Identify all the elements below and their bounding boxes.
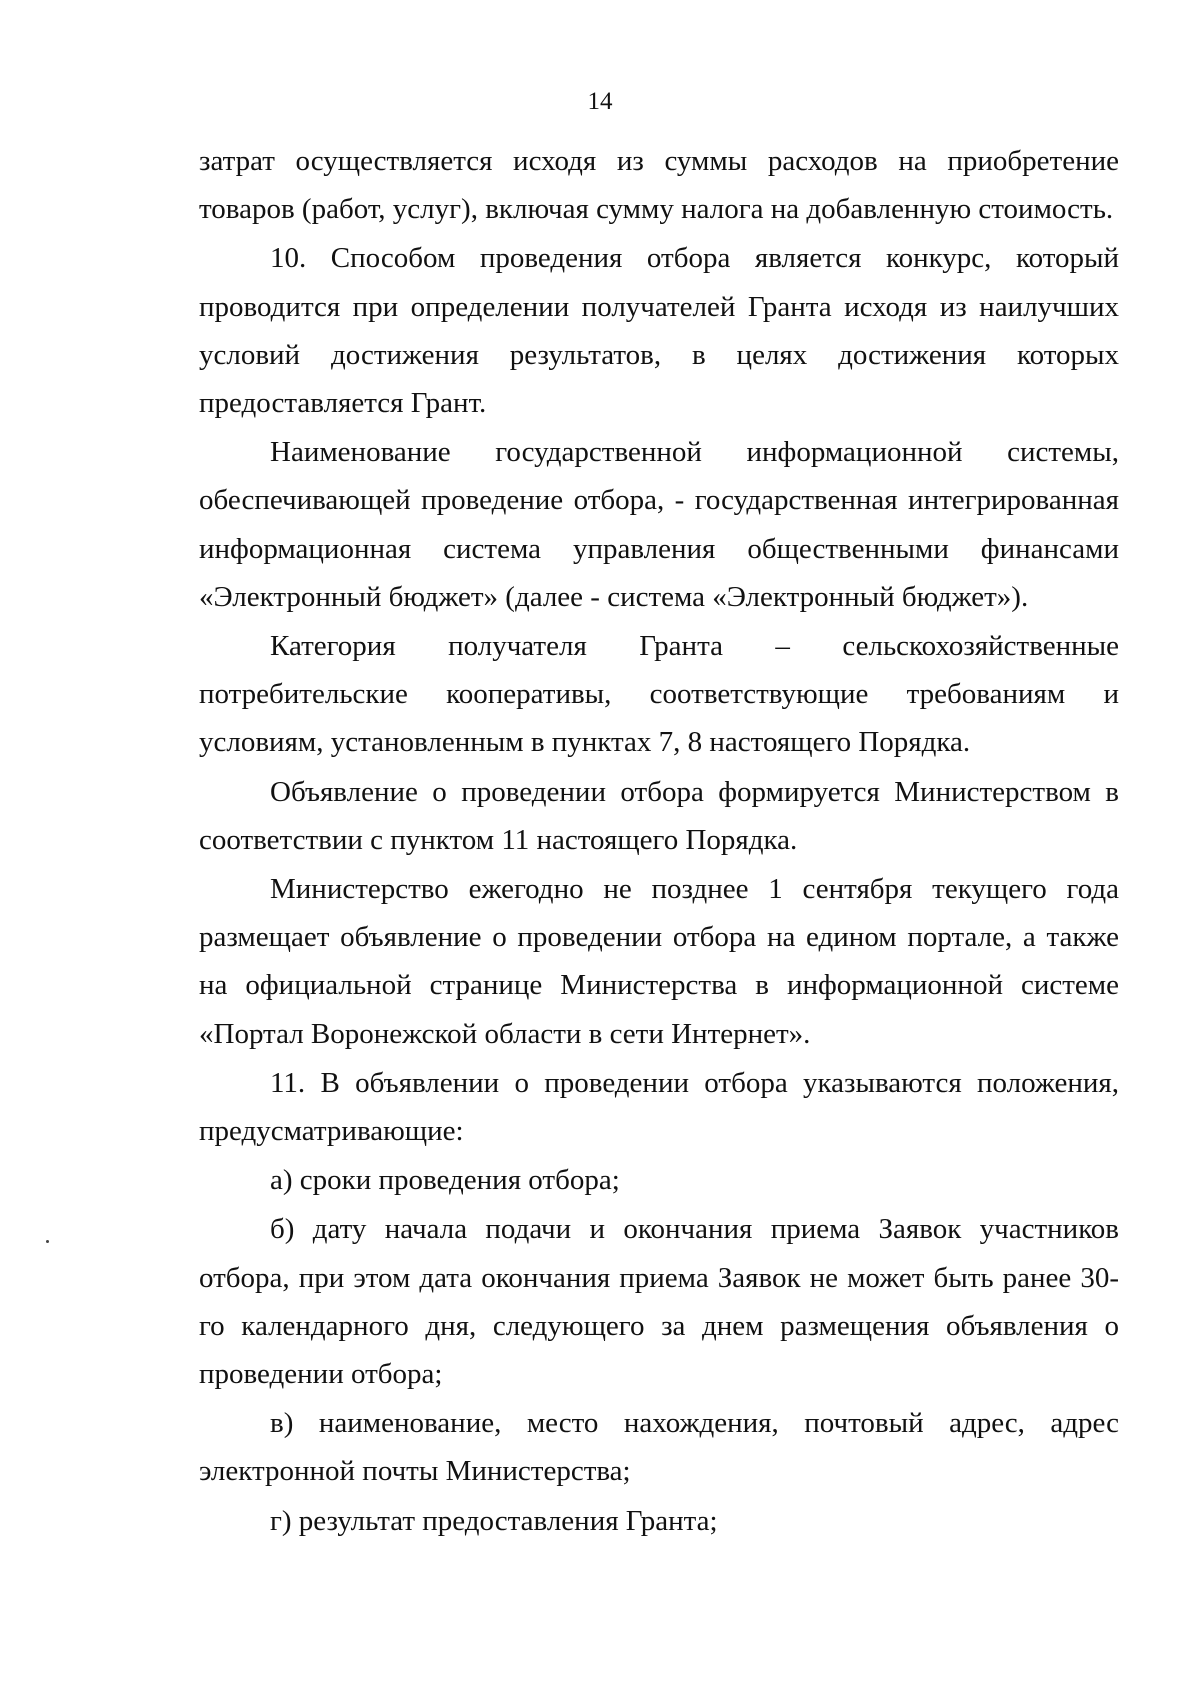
list-item-b: б) дату начала подачи и окончания приема Заявок участников отбора, при этом дата окончания приема Заявок не может быть ранее 30-го календарного дня, следующего за днем размещения объявления о проведении отбора;: [199, 1213, 1119, 1391]
paragraph-system-name: Наименование государственной информационной системы, обеспечивающей проведение отбора, - государственная интегрированная информационная система управления общественными финансами «Электронный бюджет» (далее - система «Электронный бюджет»).: [199, 436, 1119, 613]
paragraph-item-10: 10. Способом проведения отбора является конкурс, который проводится при определении получателей Гранта исходя из наилучших условий достижения результатов, в целях достижения которых предоставляется Грант.: [199, 242, 1119, 420]
list-item-g: г) результат предоставления Гранта;: [270, 1504, 718, 1537]
list-item-a: а) сроки проведения отбора;: [270, 1164, 620, 1197]
paragraph-publication: Министерство ежегодно не позднее 1 сентября текущего года размещает объявление о проведении отбора на едином портале, а также на официальной странице Министерства в информационной системе «Портал Воронежской области в сети Интернет».: [199, 873, 1119, 1050]
paragraph-announcement: Объявление о проведении отбора формируется Министерством в соответствии с пунктом 11 настоящего Порядка.: [199, 775, 1119, 856]
page-number: 14: [587, 88, 613, 115]
document-body: [199, 137, 1119, 1545]
paragraph-recipient-category: Категория получателя Гранта – сельскохозяйственные потребительские кооперативы, соответствующие требованиям и условиям, установленным в пунктах 7, 8 настоящего Порядка.: [199, 630, 1119, 759]
paragraph-item-11: 11. В объявлении о проведении отбора указываются положения, предусматривающие:: [199, 1066, 1119, 1148]
list-item-v: в) наименование, место нахождения, почтовый адрес, адрес электронной почты Министерства;: [199, 1407, 1119, 1488]
scan-speck: [46, 1240, 49, 1243]
paragraph-continuation: затрат осуществляется исходя из суммы расходов на приобретение товаров (работ, услуг), включая сумму налога на добавленную стоимость.: [199, 145, 1119, 226]
